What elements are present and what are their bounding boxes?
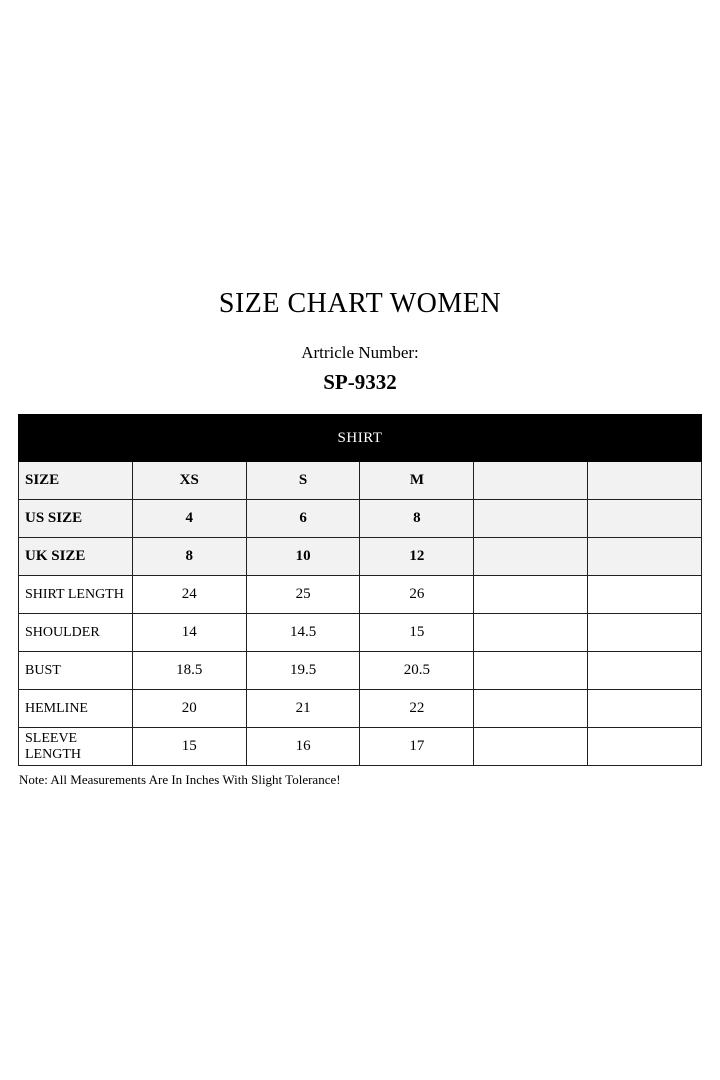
- row-value-cell: XS: [132, 462, 246, 500]
- row-value-cell: 25: [246, 576, 360, 614]
- row-value-cell: 15: [132, 728, 246, 766]
- row-value-cell: 26: [360, 576, 474, 614]
- row-label-cell: SLEEVE LENGTH: [19, 728, 133, 766]
- table-banner-row: [19, 415, 702, 462]
- table-row: [19, 538, 702, 576]
- size-table: [18, 414, 702, 766]
- table-row: [19, 462, 702, 500]
- size-table-container: [18, 414, 702, 766]
- row-value-cell: [588, 614, 702, 652]
- row-label-cell: UK SIZE: [19, 538, 133, 576]
- row-value-cell: 20.5: [360, 652, 474, 690]
- row-value-cell: 21: [246, 690, 360, 728]
- row-value-cell: [474, 690, 588, 728]
- table-row: [19, 614, 702, 652]
- row-label-cell: SHIRT LENGTH: [19, 576, 133, 614]
- row-value-cell: 6: [246, 500, 360, 538]
- measurement-note: Note: All Measurements Are In Inches With Slight Tolerance!: [19, 772, 341, 787]
- row-label-cell: SHOULDER: [19, 614, 133, 652]
- row-value-cell: 8: [132, 538, 246, 576]
- row-value-cell: [474, 500, 588, 538]
- table-row: [19, 728, 702, 766]
- row-value-cell: [588, 462, 702, 500]
- row-label-cell: US SIZE: [19, 500, 133, 538]
- row-value-cell: [588, 576, 702, 614]
- row-label-cell: BUST: [19, 652, 133, 690]
- row-value-cell: 18.5: [132, 652, 246, 690]
- row-value-cell: [588, 690, 702, 728]
- row-value-cell: [588, 728, 702, 766]
- table-row: [19, 500, 702, 538]
- row-value-cell: 14.5: [246, 614, 360, 652]
- article-number-value: SP-9332: [323, 370, 397, 394]
- row-value-cell: 14: [132, 614, 246, 652]
- row-value-cell: 17: [360, 728, 474, 766]
- table-row: [19, 690, 702, 728]
- row-value-cell: [588, 500, 702, 538]
- row-value-cell: 22: [360, 690, 474, 728]
- table-row: [19, 576, 702, 614]
- row-value-cell: [474, 576, 588, 614]
- row-value-cell: 10: [246, 538, 360, 576]
- row-value-cell: 8: [360, 500, 474, 538]
- row-value-cell: [474, 728, 588, 766]
- garment-type-banner: SHIRT: [19, 415, 702, 462]
- row-value-cell: M: [360, 462, 474, 500]
- row-value-cell: S: [246, 462, 360, 500]
- row-value-cell: [474, 462, 588, 500]
- row-value-cell: 16: [246, 728, 360, 766]
- row-value-cell: 20: [132, 690, 246, 728]
- table-row: [19, 652, 702, 690]
- row-value-cell: 4: [132, 500, 246, 538]
- size-table-body: [19, 415, 702, 766]
- row-value-cell: [588, 538, 702, 576]
- page-title: SIZE CHART WOMEN: [218, 288, 502, 319]
- row-value-cell: 19.5: [246, 652, 360, 690]
- row-label-cell: HEMLINE: [19, 690, 133, 728]
- row-value-cell: [588, 652, 702, 690]
- row-value-cell: [474, 652, 588, 690]
- row-value-cell: 24: [132, 576, 246, 614]
- article-number-label: Artricle Number:: [301, 343, 419, 362]
- row-label-cell: SIZE: [19, 462, 133, 500]
- row-value-cell: 15: [360, 614, 474, 652]
- row-value-cell: 12: [360, 538, 474, 576]
- row-value-cell: [474, 538, 588, 576]
- row-value-cell: [474, 614, 588, 652]
